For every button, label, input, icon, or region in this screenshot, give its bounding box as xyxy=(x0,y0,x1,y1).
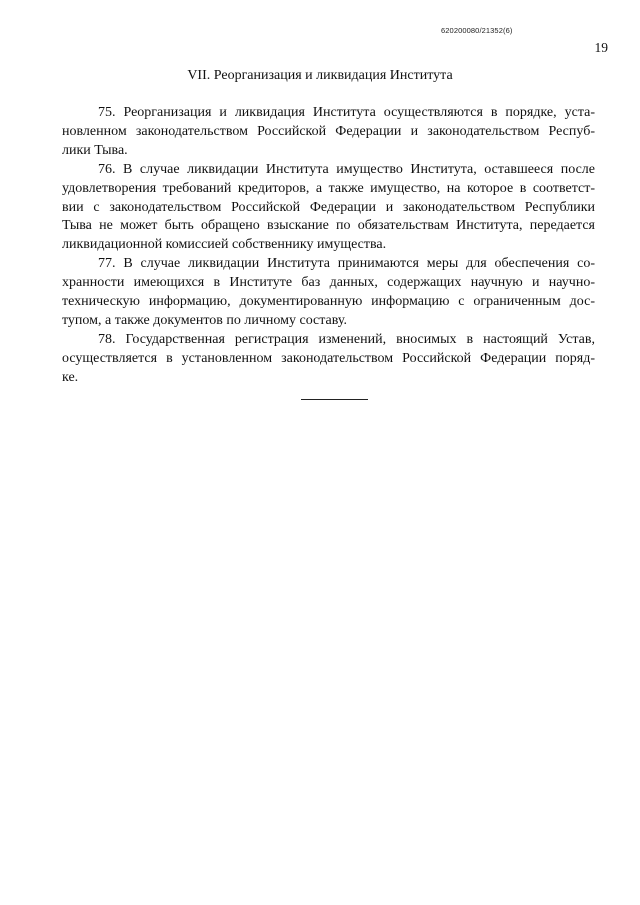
document-body xyxy=(62,104,595,388)
document-code: 620200080/21352(6) xyxy=(441,26,513,35)
paragraph-line: новленном законодательством Российской Федерации и законодательством Респуб- xyxy=(62,123,595,139)
paragraph-line: 77. В случае ликвидации Института принимаются меры для обеспечения со- xyxy=(98,256,595,272)
paragraph-77 xyxy=(62,255,595,331)
paragraph-76 xyxy=(62,161,595,256)
paragraph-78 xyxy=(62,331,595,388)
paragraph-line: 78. Государственная регистрация изменений, вносимых в настоящий Устав, xyxy=(98,331,595,347)
paragraph-line: 76. В случае ликвидации Института имущество Института, оставшееся после xyxy=(98,161,595,177)
paragraph-line: Тыва не может быть обращено взыскание по обязательствам Института, передается xyxy=(62,218,595,234)
end-separator-line xyxy=(301,399,368,400)
paragraph-line: вии с законодательством Российской Федерации и законодательством Республики xyxy=(62,199,595,215)
section-title: VII. Реорганизация и ликвидация Института xyxy=(187,68,453,83)
paragraph-line: удовлетворения требований кредиторов, а также имущество, на которое в соответст- xyxy=(62,180,595,196)
paragraph-line: тупом, а также документов по личному составу. xyxy=(62,312,347,328)
paragraph-line: осуществляется в установленном законодательством Российской Федерации поряд- xyxy=(62,350,595,366)
paragraph-line: ликвидационной комиссией собственнику имущества. xyxy=(62,237,387,253)
paragraph-line: хранности имеющихся в Институте баз данных, содержащих научную и научно- xyxy=(62,275,595,291)
paragraph-line: 75. Реорганизация и ликвидация Института осуществляются в порядке, уста- xyxy=(98,105,595,120)
paragraph-75 xyxy=(62,104,595,161)
paragraph-line: лики Тыва. xyxy=(62,142,128,158)
page-number: 19 xyxy=(594,40,608,55)
paragraph-line: техническую информацию, документированную информацию с ограниченным дос- xyxy=(62,294,595,310)
paragraph-line: ке. xyxy=(62,369,79,385)
